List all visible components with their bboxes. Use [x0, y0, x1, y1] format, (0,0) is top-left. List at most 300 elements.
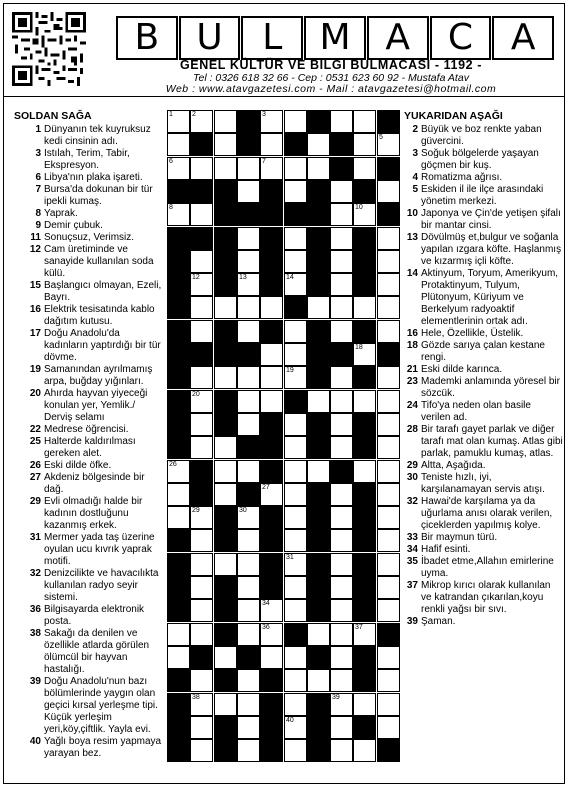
grid-cell[interactable]	[284, 646, 307, 669]
web-line: Web : www.atavgazetesi.com - Mail : atavgazetesi@hotmail.com	[165, 83, 497, 95]
grid-cell[interactable]	[377, 529, 400, 552]
grid-cell[interactable]	[353, 739, 376, 762]
grid-cell[interactable]	[330, 320, 353, 343]
grid-block	[353, 227, 376, 250]
grid-cell[interactable]	[307, 133, 330, 156]
across-clue	[26, 532, 162, 568]
grid-cell[interactable]	[167, 623, 190, 646]
grid-block	[167, 227, 190, 250]
grid-cell[interactable]	[377, 436, 400, 459]
grid-cell[interactable]	[377, 553, 400, 576]
grid-cell[interactable]	[307, 296, 330, 319]
clue-text: Mermer yada taş üzerine oyulan ucu kıvrık yaprak motifi.	[44, 532, 155, 567]
grid-block	[190, 180, 213, 203]
grid-cell[interactable]	[190, 390, 213, 413]
grid-cell[interactable]	[284, 180, 307, 203]
grid-cell[interactable]	[237, 157, 260, 180]
cell-number: 36	[262, 624, 270, 631]
grid-block	[237, 110, 260, 133]
grid-cell[interactable]	[307, 390, 330, 413]
grid-cell[interactable]	[214, 483, 237, 506]
cell-number: 8	[169, 204, 173, 211]
grid-cell[interactable]	[284, 227, 307, 250]
grid-cell[interactable]	[284, 366, 307, 389]
grid-cell[interactable]	[237, 250, 260, 273]
grid-cell[interactable]	[284, 576, 307, 599]
grid-block	[377, 157, 400, 180]
clue-text: Denizcilikte ve havacılıkta kullanılan radyo seyir sistemi.	[44, 568, 159, 603]
clue-number: 34	[406, 544, 418, 555]
down-clue	[403, 424, 563, 460]
down-clue	[403, 328, 563, 340]
across-clue	[26, 388, 162, 424]
header	[0, 0, 570, 96]
grid-block	[214, 227, 237, 250]
grid-cell[interactable]	[353, 133, 376, 156]
grid-cell[interactable]	[353, 623, 376, 646]
grid-block	[214, 716, 237, 739]
across-clue	[26, 460, 162, 472]
grid-block	[260, 320, 283, 343]
grid-cell[interactable]	[307, 460, 330, 483]
grid-cell[interactable]	[237, 553, 260, 576]
grid-cell[interactable]	[190, 599, 213, 622]
grid-cell[interactable]	[330, 623, 353, 646]
grid-cell[interactable]	[330, 693, 353, 716]
title-letter: A	[492, 16, 554, 60]
grid-cell[interactable]	[190, 529, 213, 552]
clue-number: 16	[29, 304, 41, 315]
clue-text: Samanından ayrılmamış arpa, buğday yığınları.	[44, 364, 153, 387]
clue-text: Şaman.	[421, 616, 456, 627]
title-letter: B	[116, 16, 178, 60]
grid-block	[307, 506, 330, 529]
grid-cell[interactable]	[284, 110, 307, 133]
clue-number: 12	[29, 244, 41, 255]
grid-block	[214, 506, 237, 529]
across-clue	[26, 148, 162, 172]
grid-cell[interactable]	[284, 739, 307, 762]
clue-number: 6	[35, 172, 41, 183]
grid-block	[260, 180, 283, 203]
grid-block	[214, 529, 237, 552]
grid-block	[330, 133, 353, 156]
grid-cell[interactable]	[377, 460, 400, 483]
clue-text: Ahırda hayvan yiyeceği konulan yer, Yemlik./ Derviş selamı	[44, 388, 148, 423]
clue-text: Başlangıcı olmayan, Ezeli, Bayrı.	[44, 280, 162, 303]
grid-cell[interactable]	[237, 366, 260, 389]
grid-cell[interactable]	[377, 227, 400, 250]
grid-block	[307, 250, 330, 273]
grid-cell[interactable]	[377, 413, 400, 436]
grid-cell[interactable]	[330, 227, 353, 250]
grid-cell[interactable]	[330, 553, 353, 576]
grid-block	[214, 739, 237, 762]
grid-block	[307, 203, 330, 226]
grid-cell[interactable]	[237, 460, 260, 483]
grid-cell[interactable]	[260, 623, 283, 646]
grid-cell[interactable]	[190, 366, 213, 389]
grid-cell[interactable]	[190, 553, 213, 576]
clue-text: Libya'nın plaka işareti.	[44, 172, 143, 183]
grid-block	[190, 646, 213, 669]
grid-cell[interactable]	[330, 250, 353, 273]
grid-cell[interactable]	[353, 110, 376, 133]
clue-text: Hawai'de karşılama ya da uğurlama anısı olarak verilen, çiceklerden yapılmış kolye.	[421, 496, 553, 531]
grid-cell[interactable]	[214, 436, 237, 459]
grid-cell[interactable]	[284, 157, 307, 180]
grid-cell[interactable]	[190, 203, 213, 226]
down-clue	[403, 124, 563, 148]
grid-cell[interactable]	[284, 599, 307, 622]
grid-cell[interactable]	[260, 133, 283, 156]
clue-number: 15	[29, 280, 41, 291]
grid-cell[interactable]	[214, 296, 237, 319]
grid-cell[interactable]	[214, 693, 237, 716]
grid-cell[interactable]	[377, 669, 400, 692]
grid-cell[interactable]	[260, 110, 283, 133]
cell-number: 37	[355, 624, 363, 631]
grid-cell[interactable]	[284, 320, 307, 343]
grid-cell[interactable]	[214, 460, 237, 483]
clue-text: Altta, Aşağıda.	[421, 460, 486, 471]
grid-cell[interactable]	[330, 529, 353, 552]
grid-cell[interactable]	[214, 110, 237, 133]
grid-cell[interactable]	[190, 157, 213, 180]
clue-number: 19	[29, 364, 41, 375]
across-clue	[26, 304, 162, 328]
grid-cell[interactable]	[167, 157, 190, 180]
grid-cell[interactable]	[284, 716, 307, 739]
grid-cell[interactable]	[284, 483, 307, 506]
grid-block	[167, 273, 190, 296]
grid-cell[interactable]	[237, 576, 260, 599]
grid-cell[interactable]	[377, 250, 400, 273]
across-clue	[26, 328, 162, 364]
grid-cell[interactable]	[237, 296, 260, 319]
header-divider	[4, 96, 565, 97]
grid-block	[307, 646, 330, 669]
grid-cell[interactable]	[237, 506, 260, 529]
grid-block	[237, 436, 260, 459]
clue-text: Cam üretiminde ve sanayide kullanılan soda külü.	[44, 244, 154, 279]
grid-cell[interactable]	[237, 599, 260, 622]
grid-cell[interactable]	[237, 623, 260, 646]
clue-text: Hafif esinti.	[421, 544, 471, 555]
grid-cell[interactable]	[190, 576, 213, 599]
grid-cell[interactable]	[260, 599, 283, 622]
grid-block	[307, 693, 330, 716]
cell-number: 38	[192, 694, 200, 701]
grid-block	[307, 553, 330, 576]
clue-text: Istılah, Terim, Tabir, Ekspresyon.	[44, 148, 130, 171]
grid-cell[interactable]	[190, 506, 213, 529]
down-clue	[403, 340, 563, 364]
grid-cell[interactable]	[330, 296, 353, 319]
grid-cell[interactable]	[260, 483, 283, 506]
grid-cell[interactable]	[353, 390, 376, 413]
grid-cell[interactable]	[330, 669, 353, 692]
grid-block	[260, 716, 283, 739]
across-clue	[26, 424, 162, 436]
clue-text: Teniste hızlı, iyi, karşılanamayan servis atışı.	[421, 472, 545, 495]
grid-cell[interactable]	[237, 320, 260, 343]
grid-cell[interactable]	[330, 646, 353, 669]
grid-cell[interactable]	[377, 296, 400, 319]
grid-block	[307, 180, 330, 203]
grid-cell[interactable]	[330, 180, 353, 203]
grid-cell[interactable]	[330, 413, 353, 436]
grid-cell[interactable]	[237, 180, 260, 203]
down-clue	[403, 472, 563, 496]
grid-cell[interactable]	[190, 320, 213, 343]
clue-text: Japonya ve Çin'de yetişen şifalı bir mantar cinsi.	[421, 208, 561, 231]
grid-cell[interactable]	[307, 157, 330, 180]
grid-cell[interactable]	[214, 553, 237, 576]
grid-block	[260, 250, 283, 273]
grid-cell[interactable]	[190, 739, 213, 762]
grid-block	[260, 739, 283, 762]
grid-cell[interactable]	[284, 250, 307, 273]
grid-cell[interactable]	[377, 320, 400, 343]
grid-cell[interactable]	[353, 693, 376, 716]
clue-number: 10	[406, 208, 418, 219]
grid-cell[interactable]	[284, 529, 307, 552]
grid-cell[interactable]	[190, 250, 213, 273]
across-clue	[26, 496, 162, 532]
grid-block	[167, 320, 190, 343]
grid-block	[284, 133, 307, 156]
grid-cell[interactable]	[190, 296, 213, 319]
clue-text: Sakağı da denilen ve özellikle atlarda görülen ölümcül bir hayvan hastalığı.	[44, 628, 150, 675]
down-clue	[403, 544, 563, 556]
grid-cell[interactable]	[167, 133, 190, 156]
grid-cell[interactable]	[330, 483, 353, 506]
down-clue	[403, 184, 563, 208]
clue-number: 8	[35, 208, 41, 219]
cell-number: 12	[192, 274, 200, 281]
grid-cell[interactable]	[237, 529, 260, 552]
grid-block	[353, 250, 376, 273]
cell-number: 3	[262, 111, 266, 118]
grid-cell[interactable]	[237, 669, 260, 692]
grid-cell[interactable]	[377, 390, 400, 413]
grid-cell[interactable]	[284, 460, 307, 483]
grid-cell[interactable]	[353, 203, 376, 226]
grid-cell[interactable]	[284, 343, 307, 366]
grid-cell[interactable]	[377, 366, 400, 389]
contact-line: Tel : 0326 618 32 66 - Cep : 0531 623 60 92 - Mustafa Atav	[193, 72, 469, 84]
grid-cell[interactable]	[330, 739, 353, 762]
grid-block	[167, 529, 190, 552]
grid-cell[interactable]	[167, 506, 190, 529]
grid-cell[interactable]	[353, 157, 376, 180]
grid-cell[interactable]	[237, 693, 260, 716]
grid-cell[interactable]	[190, 716, 213, 739]
grid-cell[interactable]	[260, 343, 283, 366]
grid-block	[167, 296, 190, 319]
grid-cell[interactable]	[214, 157, 237, 180]
grid-cell[interactable]	[260, 390, 283, 413]
grid-cell[interactable]	[190, 623, 213, 646]
grid-cell[interactable]	[330, 599, 353, 622]
grid-block	[353, 716, 376, 739]
grid-cell[interactable]	[190, 110, 213, 133]
grid-cell[interactable]	[330, 436, 353, 459]
grid-block	[284, 390, 307, 413]
clue-text: Romatizma ağrısı.	[421, 172, 503, 183]
clue-text: Dünyanın tek kuyruksuz kedi cinsinin adı.	[44, 124, 151, 147]
grid-cell[interactable]	[284, 273, 307, 296]
grid-cell[interactable]	[167, 646, 190, 669]
grid-cell[interactable]	[330, 576, 353, 599]
grid-cell[interactable]	[237, 273, 260, 296]
grid-cell[interactable]	[377, 133, 400, 156]
grid-cell[interactable]	[237, 390, 260, 413]
grid-cell[interactable]	[330, 110, 353, 133]
across-clue	[26, 364, 162, 388]
grid-cell[interactable]	[190, 436, 213, 459]
across-clue	[26, 736, 162, 760]
grid-block	[307, 413, 330, 436]
grid-cell[interactable]	[260, 366, 283, 389]
grid-block	[167, 390, 190, 413]
grid-block	[214, 576, 237, 599]
grid-cell[interactable]	[214, 646, 237, 669]
grid-block	[260, 576, 283, 599]
clue-number: 32	[29, 568, 41, 579]
clue-number: 17	[29, 328, 41, 339]
grid-cell[interactable]	[330, 716, 353, 739]
grid-cell[interactable]	[353, 343, 376, 366]
grid-cell[interactable]	[377, 693, 400, 716]
clue-number: 11	[30, 232, 41, 243]
clue-number: 39	[29, 676, 41, 687]
grid-block	[353, 599, 376, 622]
across-clue	[26, 676, 162, 736]
grid-cell[interactable]	[377, 576, 400, 599]
clue-text: Evli olmadığı halde bir kadının dostluğunu kazanmış erkek.	[44, 496, 143, 531]
grid-cell[interactable]	[330, 390, 353, 413]
across-clue	[26, 280, 162, 304]
grid-block	[237, 133, 260, 156]
clue-number: 5	[412, 184, 418, 195]
grid-cell[interactable]	[284, 436, 307, 459]
grid-cell[interactable]	[330, 203, 353, 226]
clue-number: 29	[406, 460, 418, 471]
grid-cell[interactable]	[377, 506, 400, 529]
grid-block	[237, 343, 260, 366]
grid-block	[260, 460, 283, 483]
grid-cell[interactable]	[237, 739, 260, 762]
grid-cell[interactable]	[237, 716, 260, 739]
grid-cell[interactable]	[330, 273, 353, 296]
clue-number: 9	[35, 220, 41, 231]
down-clue	[403, 556, 563, 580]
across-clue	[26, 244, 162, 280]
grid-cell[interactable]	[237, 413, 260, 436]
grid-cell[interactable]	[353, 460, 376, 483]
grid-cell[interactable]	[284, 693, 307, 716]
across-clue	[26, 628, 162, 676]
grid-cell[interactable]	[190, 669, 213, 692]
grid-cell[interactable]	[167, 203, 190, 226]
grid-cell[interactable]	[260, 296, 283, 319]
grid-cell[interactable]	[284, 669, 307, 692]
grid-cell[interactable]	[377, 716, 400, 739]
grid-block	[214, 599, 237, 622]
grid-cell[interactable]	[214, 366, 237, 389]
cell-number: 7	[262, 158, 266, 165]
grid-cell[interactable]	[307, 623, 330, 646]
clue-text: Medrese öğrencisi.	[44, 424, 129, 435]
grid-block	[260, 273, 283, 296]
grid-block	[353, 483, 376, 506]
grid-cell[interactable]	[167, 110, 190, 133]
grid-cell[interactable]	[284, 506, 307, 529]
grid-block	[377, 203, 400, 226]
grid-cell[interactable]	[377, 646, 400, 669]
title-letter: A	[367, 16, 429, 60]
grid-cell[interactable]	[167, 483, 190, 506]
down-clue	[403, 232, 563, 268]
grid-block	[377, 343, 400, 366]
cell-number: 18	[355, 344, 363, 351]
grid-block	[307, 227, 330, 250]
clue-number: 38	[29, 628, 41, 639]
cell-number: 30	[239, 507, 247, 514]
clue-text: Hele, Özellikle, Üstelik.	[421, 328, 524, 339]
grid-block	[214, 413, 237, 436]
across-clue	[26, 472, 162, 496]
clue-number: 31	[29, 532, 41, 543]
cell-number: 39	[332, 694, 340, 701]
grid-cell[interactable]	[190, 413, 213, 436]
grid-cell[interactable]	[167, 460, 190, 483]
grid-cell[interactable]	[330, 366, 353, 389]
grid-cell[interactable]	[377, 180, 400, 203]
grid-cell[interactable]	[284, 553, 307, 576]
grid-cell[interactable]	[377, 599, 400, 622]
down-clue	[403, 148, 563, 172]
grid-cell[interactable]	[190, 693, 213, 716]
grid-cell[interactable]	[353, 296, 376, 319]
clue-number: 25	[29, 436, 41, 447]
grid-cell[interactable]	[237, 227, 260, 250]
grid-block	[307, 529, 330, 552]
grid-block	[167, 739, 190, 762]
across-clue	[26, 124, 162, 148]
cell-number: 40	[286, 717, 294, 724]
cell-number: 31	[286, 554, 294, 561]
grid-cell[interactable]	[330, 506, 353, 529]
down-clue	[403, 400, 563, 424]
grid-block	[353, 553, 376, 576]
grid-cell[interactable]	[307, 669, 330, 692]
across-clue	[26, 436, 162, 460]
grid-cell[interactable]	[260, 646, 283, 669]
clue-text: Bir maymun türü.	[421, 532, 498, 543]
grid-cell[interactable]	[260, 157, 283, 180]
grid-cell[interactable]	[190, 273, 213, 296]
grid-block	[353, 413, 376, 436]
grid-cell[interactable]	[377, 483, 400, 506]
clue-number: 22	[29, 424, 41, 435]
grid-cell[interactable]	[377, 273, 400, 296]
cell-number: 5	[379, 134, 383, 141]
grid-cell[interactable]	[284, 413, 307, 436]
grid-cell[interactable]	[214, 133, 237, 156]
